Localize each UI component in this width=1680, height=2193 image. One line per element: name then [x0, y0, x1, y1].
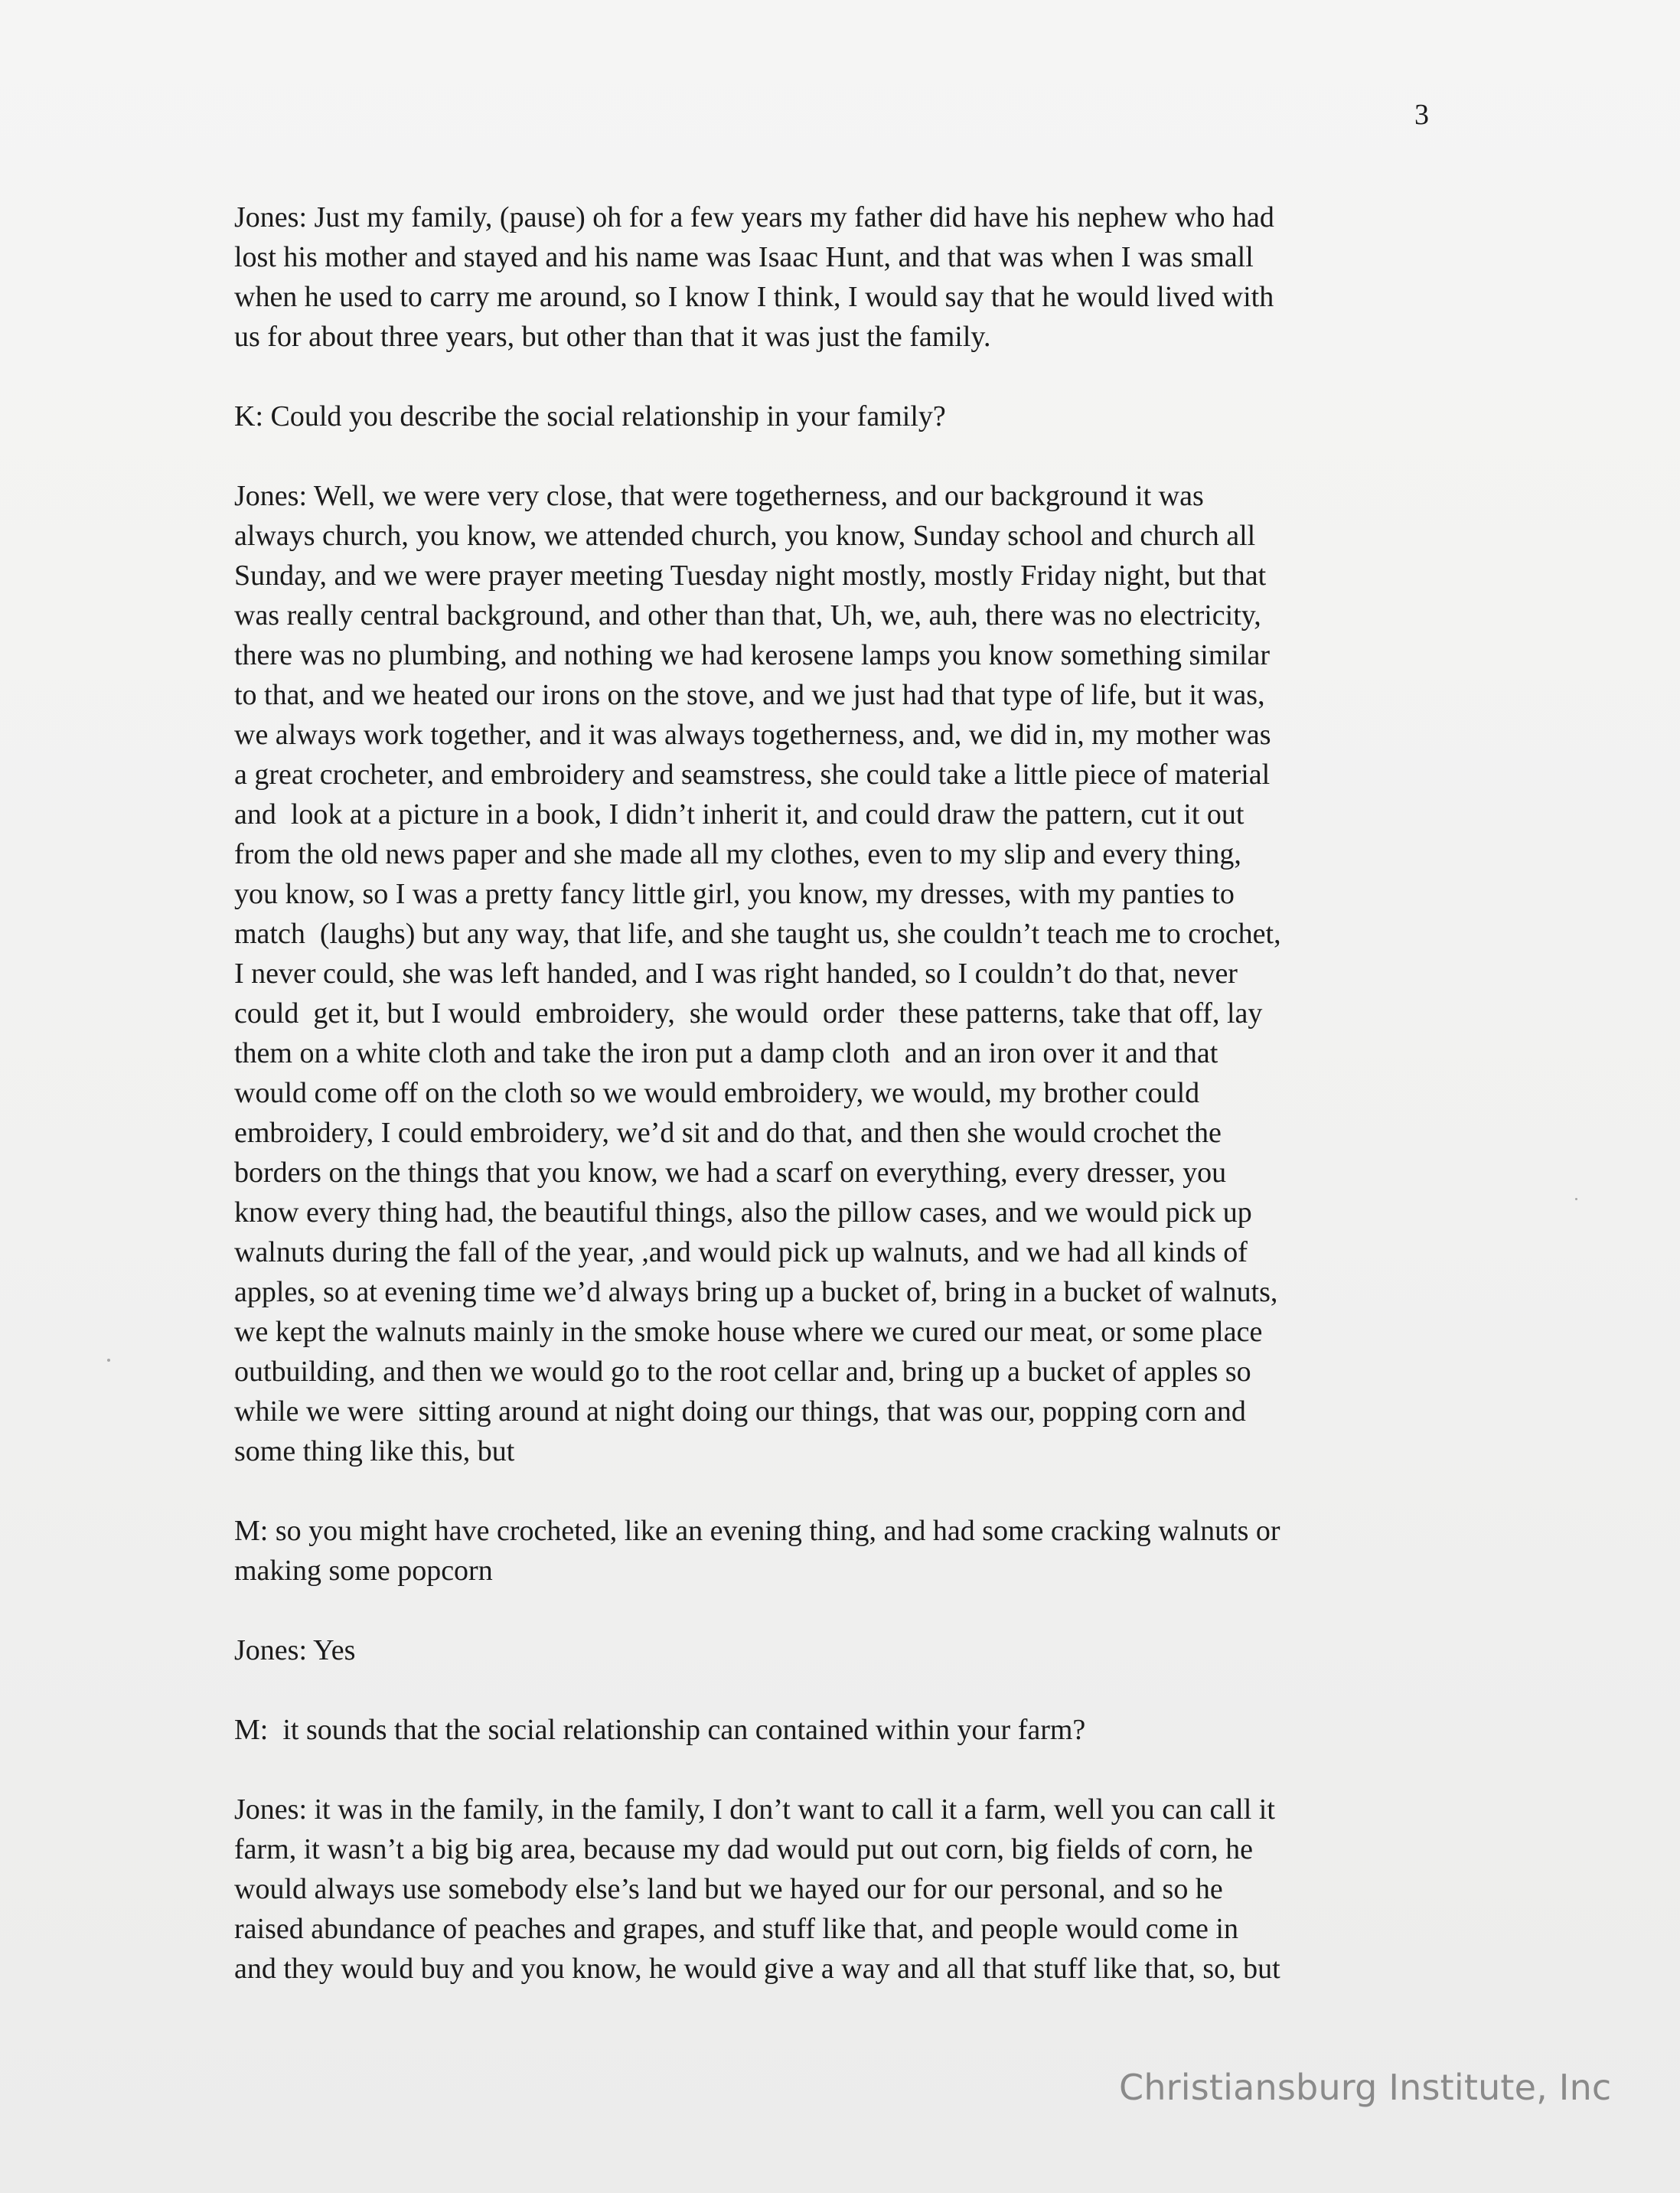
transcript-line: Jones: Yes	[234, 1634, 356, 1666]
transcript-line: know every thing had, the beautiful things, also the pillow cases, and we would pick up	[234, 1196, 1252, 1229]
transcript-line: Sunday, and we were prayer meeting Tuesday night mostly, mostly Friday night, but that	[234, 560, 1267, 592]
transcript-line: was really central background, and other than that, Uh, we, auh, there was no electricity,	[234, 599, 1261, 631]
transcript-line: Jones: it was in the family, in the family, I don’t want to call it a farm, well you can call it	[234, 1793, 1275, 1826]
transcript-line: would always use somebody else’s land but we hayed our for our personal, and so he	[234, 1873, 1223, 1905]
transcript-line: and look at a picture in a book, I didn’t inherit it, and could draw the pattern, cut it out	[234, 798, 1245, 831]
transcript-line: borders on the things that you know, we had a scarf on everything, every dresser, you	[234, 1157, 1227, 1189]
transcript-line: to that, and we heated our irons on the stove, and we just had that type of life, but it was,	[234, 679, 1265, 711]
transcript-line: and they would buy and you know, he would give a way and all that stuff like that, so, but	[234, 1953, 1280, 1985]
transcript-line: raised abundance of peaches and grapes, and stuff like that, and people would come in	[234, 1913, 1238, 1945]
transcript-line: when he used to carry me around, so I know I think, I would say that he would lived with	[234, 281, 1274, 313]
transcript-paragraph	[234, 197, 1459, 357]
transcript-line: always church, you know, we attended church, you know, Sunday school and church all	[234, 520, 1256, 552]
page-number: 3	[1414, 99, 1429, 131]
transcript-line: I never could, she was left handed, and I was right handed, so I couldn’t do that, never	[234, 958, 1238, 990]
transcript-line: outbuilding, and then we would go to the root cellar and, bring up a bucket of apples so	[234, 1356, 1251, 1388]
transcript-line: M: so you might have crocheted, like an evening thing, and had some cracking walnuts or	[234, 1515, 1280, 1547]
transcript-line: from the old news paper and she made all my clothes, even to my slip and every thing,	[234, 838, 1241, 870]
transcript-line: while we were sitting around at night doing our things, that was our, popping corn and	[234, 1395, 1246, 1428]
transcript-line: lost his mother and stayed and his name was Isaac Hunt, and that was when I was small	[234, 241, 1254, 273]
transcript-line: would come off on the cloth so we would embroidery, we would, my brother could	[234, 1077, 1200, 1109]
transcript-line: apples, so at evening time we’d always bring up a bucket of, bring in a bucket of walnuts,	[234, 1276, 1278, 1308]
transcript-line: you know, so I was a pretty fancy little girl, you know, my dresses, with my panties to	[234, 878, 1235, 910]
transcript-line: Jones: Just my family, (pause) oh for a few years my father did have his nephew who had	[234, 201, 1274, 233]
transcript-line: making some popcorn	[234, 1555, 493, 1587]
transcript-paragraph	[234, 1511, 1459, 1591]
transcript-line: a great crocheter, and embroidery and seamstress, she could take a little piece of material	[234, 759, 1271, 791]
transcript-paragraph	[234, 1790, 1459, 1989]
transcript-line: we kept the walnuts mainly in the smoke house where we cured our meat, or some place	[234, 1316, 1263, 1348]
transcript-line: there was no plumbing, and nothing we had kerosene lamps you know something similar	[234, 639, 1270, 671]
transcript-line: farm, it wasn’t a big big area, because my dad would put out corn, big fields of corn, he	[234, 1833, 1254, 1865]
transcript-line: them on a white cloth and take the iron put a damp cloth and an iron over it and that	[234, 1037, 1218, 1069]
transcript-line: Jones: Well, we were very close, that were togetherness, and our background it was	[234, 480, 1204, 512]
transcript-line: could get it, but I would embroidery, she would order these patterns, take that off, lay	[234, 997, 1263, 1030]
transcript-paragraph	[234, 1710, 1459, 1750]
watermark: Christiansburg Institute, Inc	[1119, 2067, 1612, 2108]
transcript-line: us for about three years, but other than that it was just the family.	[234, 321, 991, 353]
transcript-line: K: Could you describe the social relationship in your family?	[234, 400, 946, 432]
transcript-line: we always work together, and it was always togetherness, and, we did in, my mother was	[234, 719, 1271, 751]
paper-speck	[107, 1359, 110, 1362]
transcript-paragraph	[234, 1630, 1459, 1670]
transcript-line: embroidery, I could embroidery, we’d sit and do that, and then she would crochet the	[234, 1117, 1222, 1149]
paper-speck	[1575, 1198, 1577, 1200]
transcript-line: M: it sounds that the social relationship can contained within your farm?	[234, 1714, 1086, 1746]
transcript-paragraph	[234, 397, 1459, 436]
transcript-paragraph	[234, 476, 1459, 1471]
transcript-line: match (laughs) but any way, that life, and she taught us, she couldn’t teach me to crochet,	[234, 918, 1281, 950]
transcript-line: walnuts during the fall of the year, ,and would pick up walnuts, and we had all kinds of	[234, 1236, 1248, 1268]
transcript-line: some thing like this, but	[234, 1435, 515, 1467]
transcript-body	[234, 197, 1459, 2028]
